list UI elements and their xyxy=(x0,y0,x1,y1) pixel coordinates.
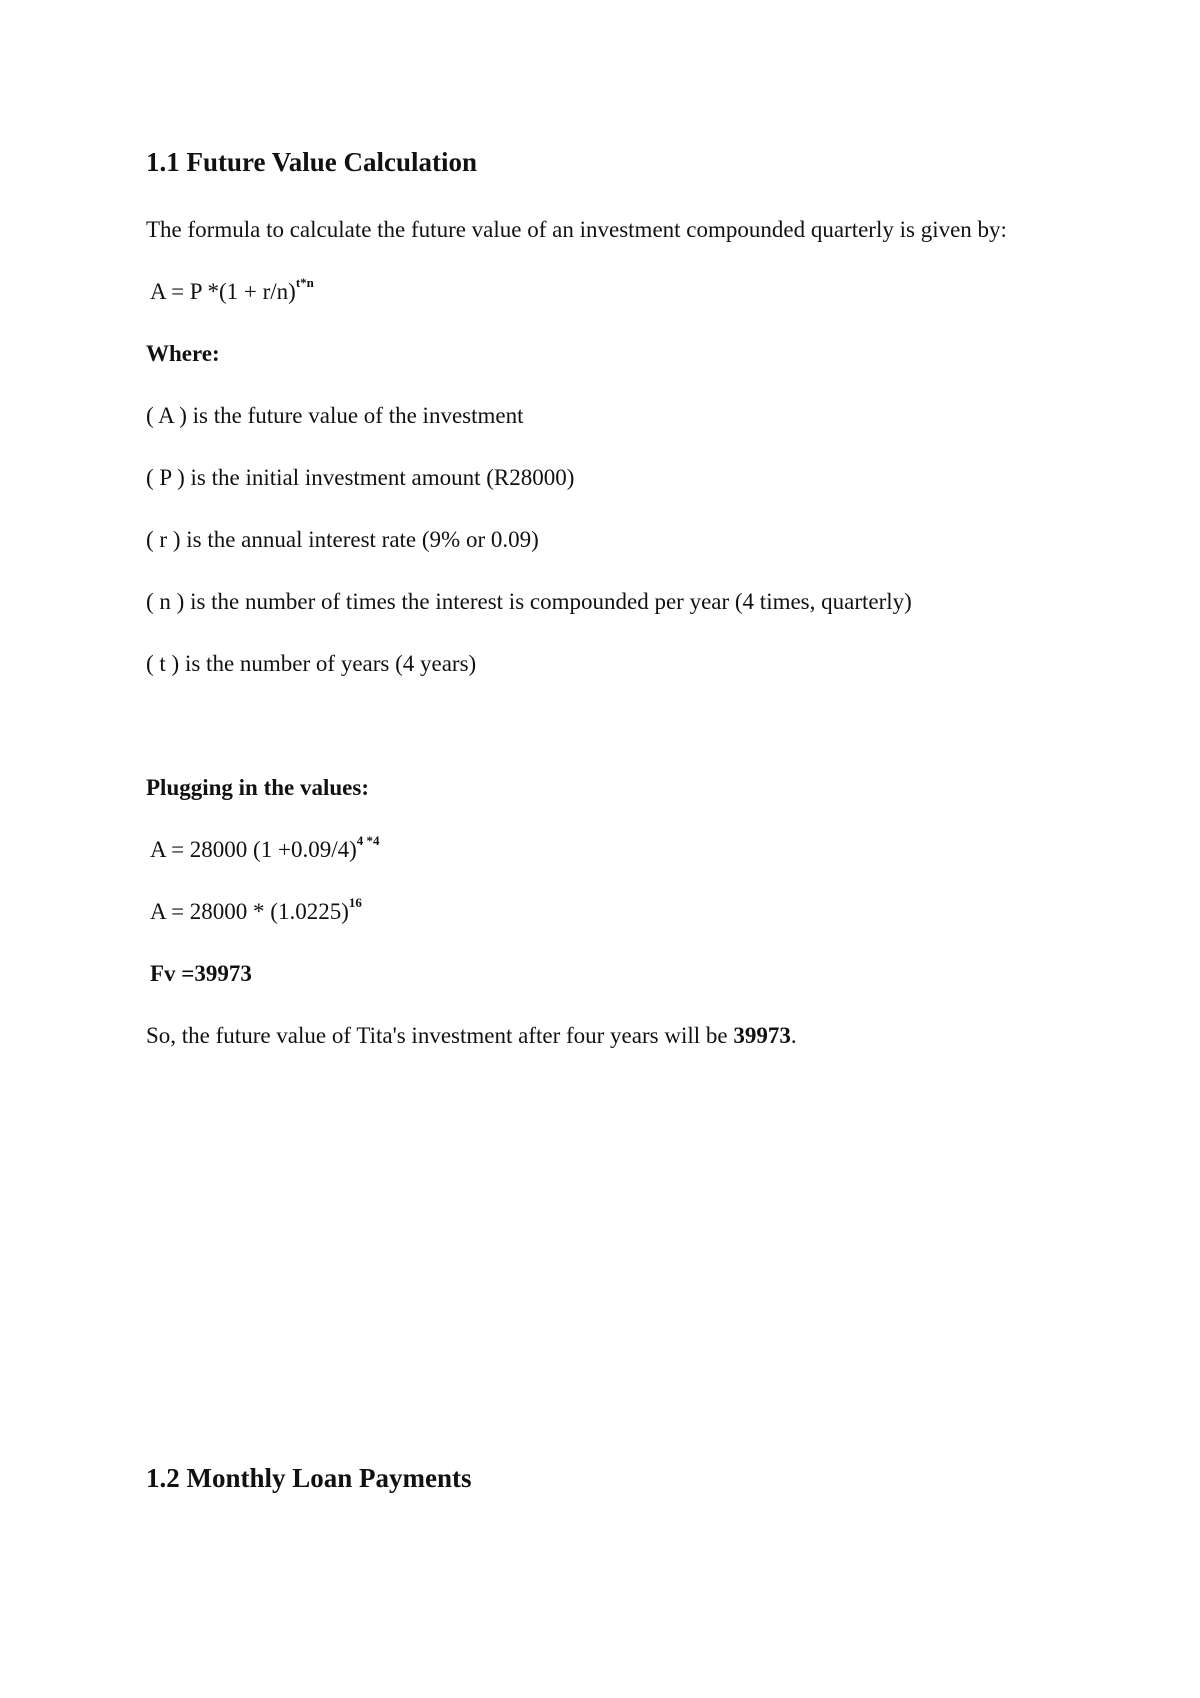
conclusion-prefix: So, the future value of Tita's investment after four years will be xyxy=(146,1023,734,1048)
formula-base: A = P *(1 + r/n) xyxy=(150,279,296,304)
formula-exponent: t*n xyxy=(295,275,314,291)
conclusion-value: 39973 xyxy=(733,1023,791,1048)
future-value-result: Fv =39973 xyxy=(150,961,252,986)
step1-base: A = 28000 (1 +0.09/4) xyxy=(150,837,357,862)
definition-a: ( A ) is the future value of the investment xyxy=(146,403,524,428)
intro-paragraph: The formula to calculate the future value of an investment compounded quarterly is given by: xyxy=(146,217,1007,242)
step2-exponent: 16 xyxy=(348,895,362,911)
step2-base: A = 28000 * (1.0225) xyxy=(150,899,349,924)
formula-line xyxy=(150,275,314,306)
step1-exponent: 4 *4 xyxy=(356,833,380,849)
definition-p: ( P ) is the initial investment amount (R28000) xyxy=(146,465,575,490)
conclusion-paragraph xyxy=(146,1022,797,1050)
section-heading-future-value: 1.1 Future Value Calculation xyxy=(146,147,478,177)
definition-r: ( r ) is the annual interest rate (9% or 0.09) xyxy=(146,527,539,552)
definition-n: ( n ) is the number of times the interest is compounded per year (4 times, quarterly) xyxy=(146,589,912,614)
calculation-step-2 xyxy=(150,895,362,926)
section-heading-loan-payments: 1.2 Monthly Loan Payments xyxy=(146,1463,472,1493)
conclusion-suffix: . xyxy=(790,1023,797,1048)
calculation-step-1 xyxy=(150,833,380,864)
definition-t: ( t ) is the number of years (4 years) xyxy=(146,651,477,676)
plugging-label: Plugging in the values: xyxy=(146,775,370,800)
where-label: Where: xyxy=(146,341,220,366)
